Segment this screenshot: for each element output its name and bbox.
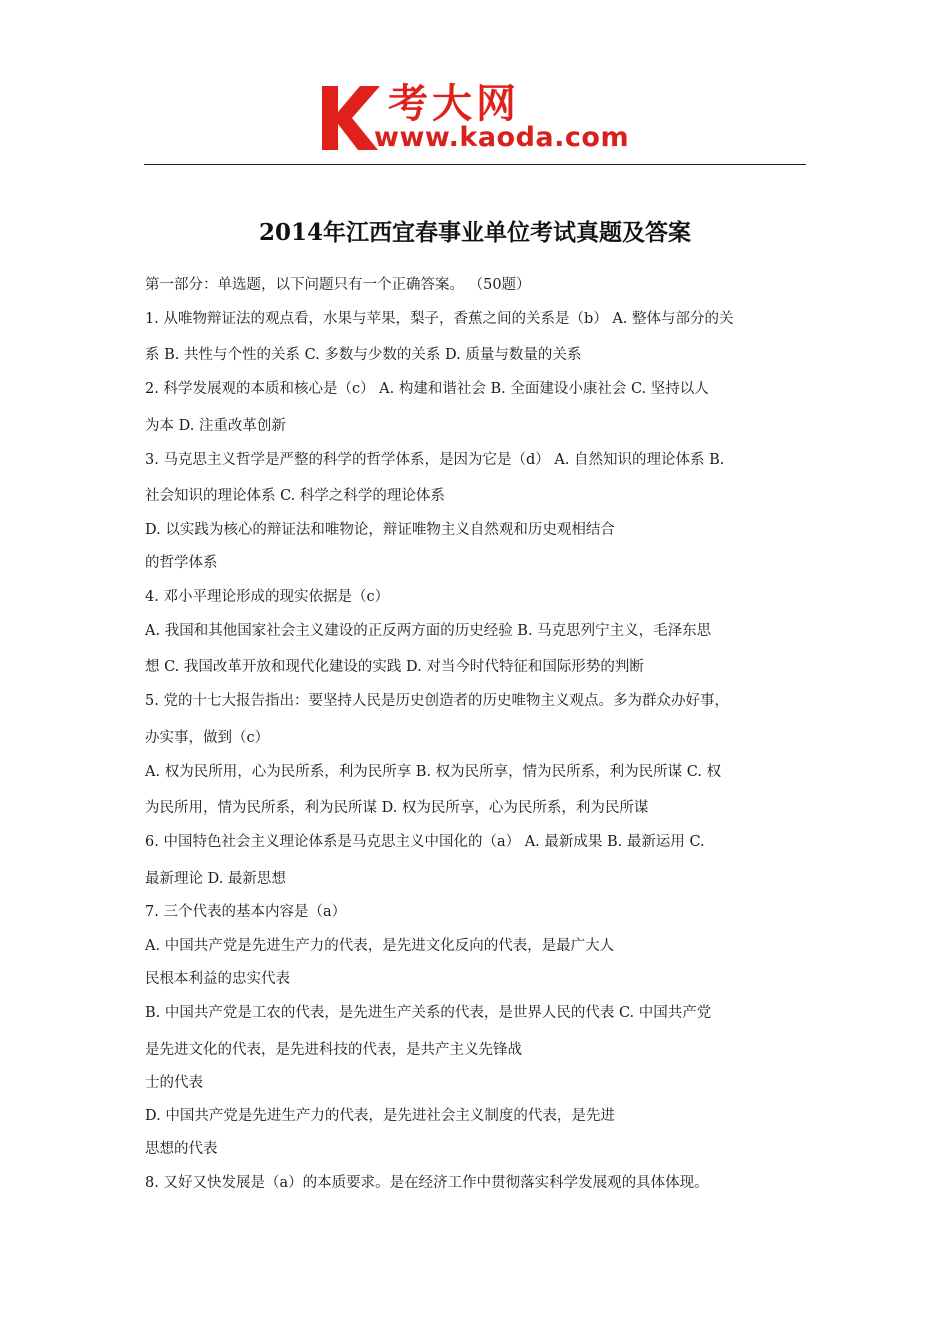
text-line: 是先进文化的代表，是先进科技的代表，是共产主义先锋战 [145, 1042, 522, 1058]
text-line: 1. 从唯物辩证法的观点看，水果与苹果，梨子，香蕉之间的关系是（b） A. 整体与部分的关 [145, 311, 734, 327]
text-line: 为本 D. 注重改革创新 [145, 418, 286, 434]
text-line: A. 中国共产党是先进生产力的代表，是先进文化反向的代表，是最广大人 [145, 938, 615, 954]
text-line: 3. 马克思主义哲学是严整的科学的哲学体系，是因为它是（d） A. 自然知识的理论体系 B. [145, 452, 725, 468]
text-line: A. 我国和其他国家社会主义建设的正反两方面的历史经验 B. 马克思列宁主义，毛泽东思 [145, 623, 712, 639]
document-title: 2014年江西宜春事业单位考试真题及答案 [258, 219, 691, 246]
text-line: B. 中国共产党是工农的代表，是先进生产关系的代表，是世界人民的代表 C. 中国共产党 [145, 1005, 712, 1021]
text-line: 5. 党的十七大报告指出：要坚持人民是历史创造者的历史唯物主义观点。多为群众办好事， [145, 693, 729, 709]
logo-url-text: www.kaoda.com [374, 122, 630, 153]
text-line: 民根本利益的忠实代表 [145, 971, 290, 987]
text-line: 社会知识的理论体系 C. 科学之科学的理论体系 [145, 488, 445, 504]
text-line: 士的代表 [145, 1075, 203, 1091]
kaoda-logo [318, 78, 638, 160]
text-line: 第一部分：单选题，以下问题只有一个正确答案。 （50题） [145, 277, 531, 293]
text-line: 系 B. 共性与个性的关系 C. 多数与少数的关系 D. 质量与数量的关系 [145, 347, 582, 363]
text-line: 思想的代表 [145, 1141, 218, 1157]
text-line: 最新理论 D. 最新思想 [145, 871, 286, 887]
text-line: 想 C. 我国改革开放和现代化建设的实践 D. 对当今时代特征和国际形势的判断 [145, 659, 644, 675]
text-line: D. 以实践为核心的辩证法和唯物论，辩证唯物主义自然观和历史观相结合 [145, 522, 615, 538]
text-line: 为民所用，情为民所系，利为民所谋 D. 权为民所享，心为民所系，利为民所谋 [145, 800, 649, 816]
text-line: A. 权为民所用，心为民所系，利为民所享 B. 权为民所享，情为民所系，利为民所谋 C. 权 [145, 764, 722, 780]
text-line: 6. 中国特色社会主义理论体系是马克思主义中国化的（a） A. 最新成果 B. 最新运用 C. [145, 834, 705, 850]
text-line: D. 中国共产党是先进生产力的代表，是先进社会主义制度的代表，是先进 [145, 1108, 615, 1124]
text-line: 2. 科学发展观的本质和核心是（c） A. 构建和谐社会 B. 全面建设小康社会 C. 坚持以人 [145, 381, 709, 397]
logo-chinese-text: 考大网 [388, 81, 520, 127]
text-line: 8. 又好又快发展是（a）的本质要求。是在经济工作中贯彻落实科学发展观的具体体现。 [145, 1175, 709, 1191]
text-line: 4. 邓小平理论形成的现实依据是（c） [145, 589, 390, 605]
text-line: 的哲学体系 [145, 555, 218, 571]
header-divider [144, 164, 806, 165]
text-line: 7. 三个代表的基本内容是（a） [145, 904, 347, 920]
text-line: 办实事，做到（c） [145, 730, 270, 746]
